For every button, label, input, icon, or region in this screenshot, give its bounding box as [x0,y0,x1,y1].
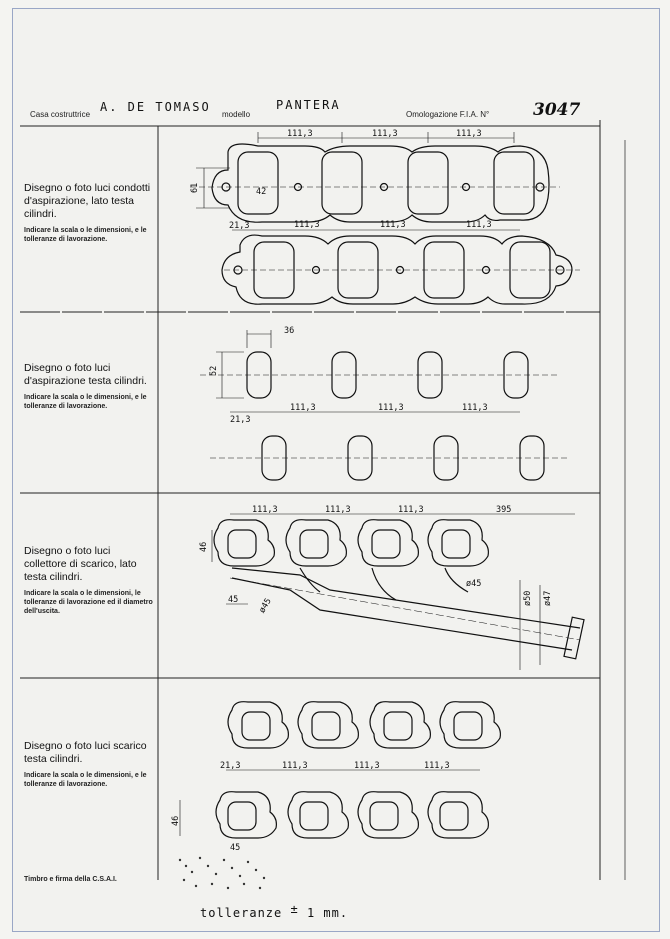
dim-label: 42 [256,187,267,197]
manufacturer-name: A. DE TOMASO [100,100,211,114]
manufacturer-label: Casa costruttrice [30,110,91,119]
section-note: Indicare la scala o le dimensioni, e le tolleranze di lavorazione. [24,394,147,410]
dim-label: 45 [228,595,239,605]
homologation-label: Omologazione F.I.A. N° [406,110,490,119]
dim-label: 111,3 [287,129,313,139]
dim-label: 21,3 [230,415,251,425]
dim-label: 111,3 [372,129,398,139]
tolerance-sign: ± [290,902,299,916]
section-title: Disegno o foto luci scarico testa cilindri. [24,740,147,765]
stamp-dots [179,857,265,889]
dim-label: 52 [209,365,219,376]
model-label: modello [222,110,251,119]
section-note: Indicare la scala o le dimensioni, le tolleranze di lavorazione ed il diametro dell'uscita. [24,590,153,615]
dim-label: 21,3 [220,761,241,771]
dim-label: ø47 [543,590,553,606]
tolerance-text: tolleranze [200,906,283,920]
dim-label: ø45 [466,579,482,589]
dim-label: 395 [496,505,512,515]
stamp-signature-label: Timbro e firma della C.S.A.I. [24,876,117,883]
section-title: Disegno o foto luci collettore di scarico, lato testa cilindri. [24,545,137,583]
dim-label: 46 [199,541,209,552]
dim-label: 111,3 [378,403,404,413]
dim-label: 111,3 [466,220,492,230]
dim-label: 111,3 [282,761,308,771]
intake-gasket-bottom [222,230,580,304]
dim-label: 111,3 [462,403,488,413]
model-name: PANTERA [276,98,341,112]
dim-label: 36 [284,326,295,336]
intake-gasket-top [190,132,560,222]
dim-label: 111,3 [398,505,424,515]
dim-label: 111,3 [294,220,320,230]
dim-label: 46 [171,815,181,826]
dim-label: 21,3 [229,221,250,231]
dim-label: 111,3 [456,129,482,139]
dim-label: 111,3 [325,505,351,515]
dim-label: 61 [190,182,200,193]
section-title: Disegno o foto luci condotti d'aspirazione, lato testa cilindri. [24,182,151,220]
section-title: Disegno o foto luci d'aspirazione testa cilindri. [24,362,147,387]
section-note: Indicare la scala o le dimensioni, e le tolleranze di lavorazione. [24,227,147,243]
dim-label: 111,3 [252,505,278,515]
dim-label: 111,3 [380,220,406,230]
homologation-number: 3047 [533,100,581,120]
section-note: Indicare la scala o le dimensioni, e le tolleranze di lavorazione. [24,772,147,788]
dim-label: ø50 [523,590,533,606]
dim-label: 111,3 [354,761,380,771]
dim-label: 111,3 [424,761,450,771]
table-rules [20,120,625,880]
tolerance-value: 1 mm. [306,906,349,920]
dim-label: 45 [230,843,241,853]
dim-label: 111,3 [290,403,316,413]
dim-label: ø45 [257,596,274,615]
